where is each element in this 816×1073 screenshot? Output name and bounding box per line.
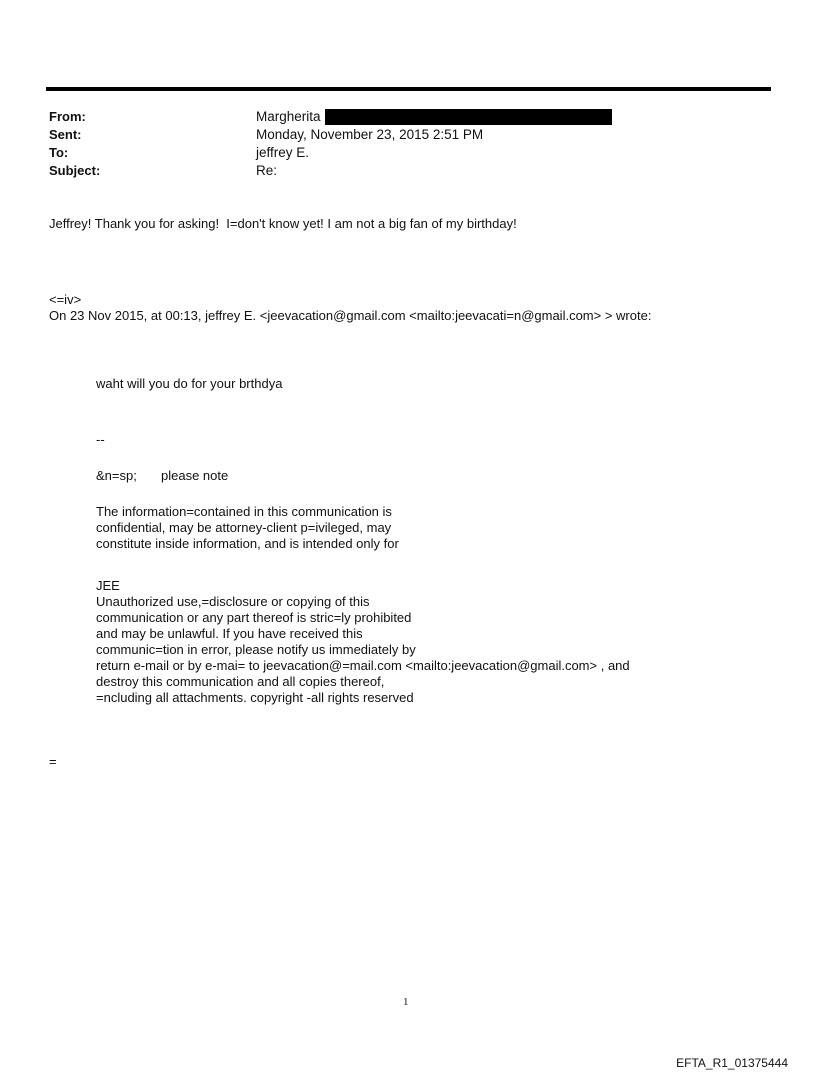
page-number: 1 bbox=[403, 996, 409, 1008]
disclaimer-name: JEE bbox=[96, 578, 120, 593]
from-value bbox=[256, 108, 612, 126]
from-row bbox=[49, 108, 769, 126]
header-rule bbox=[46, 87, 771, 91]
subject-row bbox=[49, 162, 769, 180]
disclaimer-line: constitute inside information, and is intended only for bbox=[96, 536, 399, 551]
to-row bbox=[49, 144, 769, 162]
disclaimer-line: confidential, may be attorney-client p=ivileged, may bbox=[96, 520, 392, 535]
div-tag: <=iv> bbox=[49, 292, 82, 307]
disclaimer-line: communication or any part thereof is stric=ly prohibited bbox=[96, 610, 412, 625]
subject-value: Re: bbox=[256, 163, 278, 178]
to-label: To: bbox=[49, 145, 69, 160]
quoted-message: waht will you do for your brthdya bbox=[96, 376, 283, 391]
document-id: EFTA_R1_01375444 bbox=[676, 1056, 788, 1070]
sent-row bbox=[49, 126, 769, 144]
email-header bbox=[49, 108, 769, 180]
signature-separator: -- bbox=[96, 432, 105, 447]
disclaimer-line: =ncluding all attachments. copyright -all rights reserved bbox=[96, 690, 414, 705]
to-value: jeffrey E. bbox=[256, 145, 310, 160]
sent-label: Sent: bbox=[49, 127, 82, 142]
disclaimer-line: destroy this communication and all copies thereof, bbox=[96, 674, 385, 689]
disclaimer-line: return e-mail or by e-mai= to jeevacation@=mail.com <mailto:jeevacation@gmail.com> , and bbox=[96, 658, 630, 673]
from-label: From: bbox=[49, 109, 86, 124]
sent-value: Monday, November 23, 2015 2:51 PM bbox=[256, 127, 484, 142]
disclaimer-line: Unauthorized use,=disclosure or copying of this bbox=[96, 594, 370, 609]
quote-intro: On 23 Nov 2015, at 00:13, jeffrey E. <jeevacation@gmail.com <mailto:jeevacati=n@gmail.com> > wrote: bbox=[49, 308, 652, 323]
redaction-bar bbox=[325, 109, 612, 125]
note-text: please note bbox=[161, 468, 229, 483]
reply-text: Jeffrey! Thank you for asking! I=don't know yet! I am not a big fan of my birthday! bbox=[49, 216, 517, 231]
disclaimer-line: and may be unlawful. If you have received this bbox=[96, 626, 363, 641]
note-entity: &n=sp; bbox=[96, 468, 137, 483]
trailing-equals: = bbox=[49, 754, 57, 769]
subject-label: Subject: bbox=[49, 163, 101, 178]
from-name: Margherita bbox=[256, 109, 321, 124]
disclaimer-line: communic=tion in error, please notify us immediately by bbox=[96, 642, 416, 657]
disclaimer-line: The information=contained in this communication is bbox=[96, 504, 392, 519]
